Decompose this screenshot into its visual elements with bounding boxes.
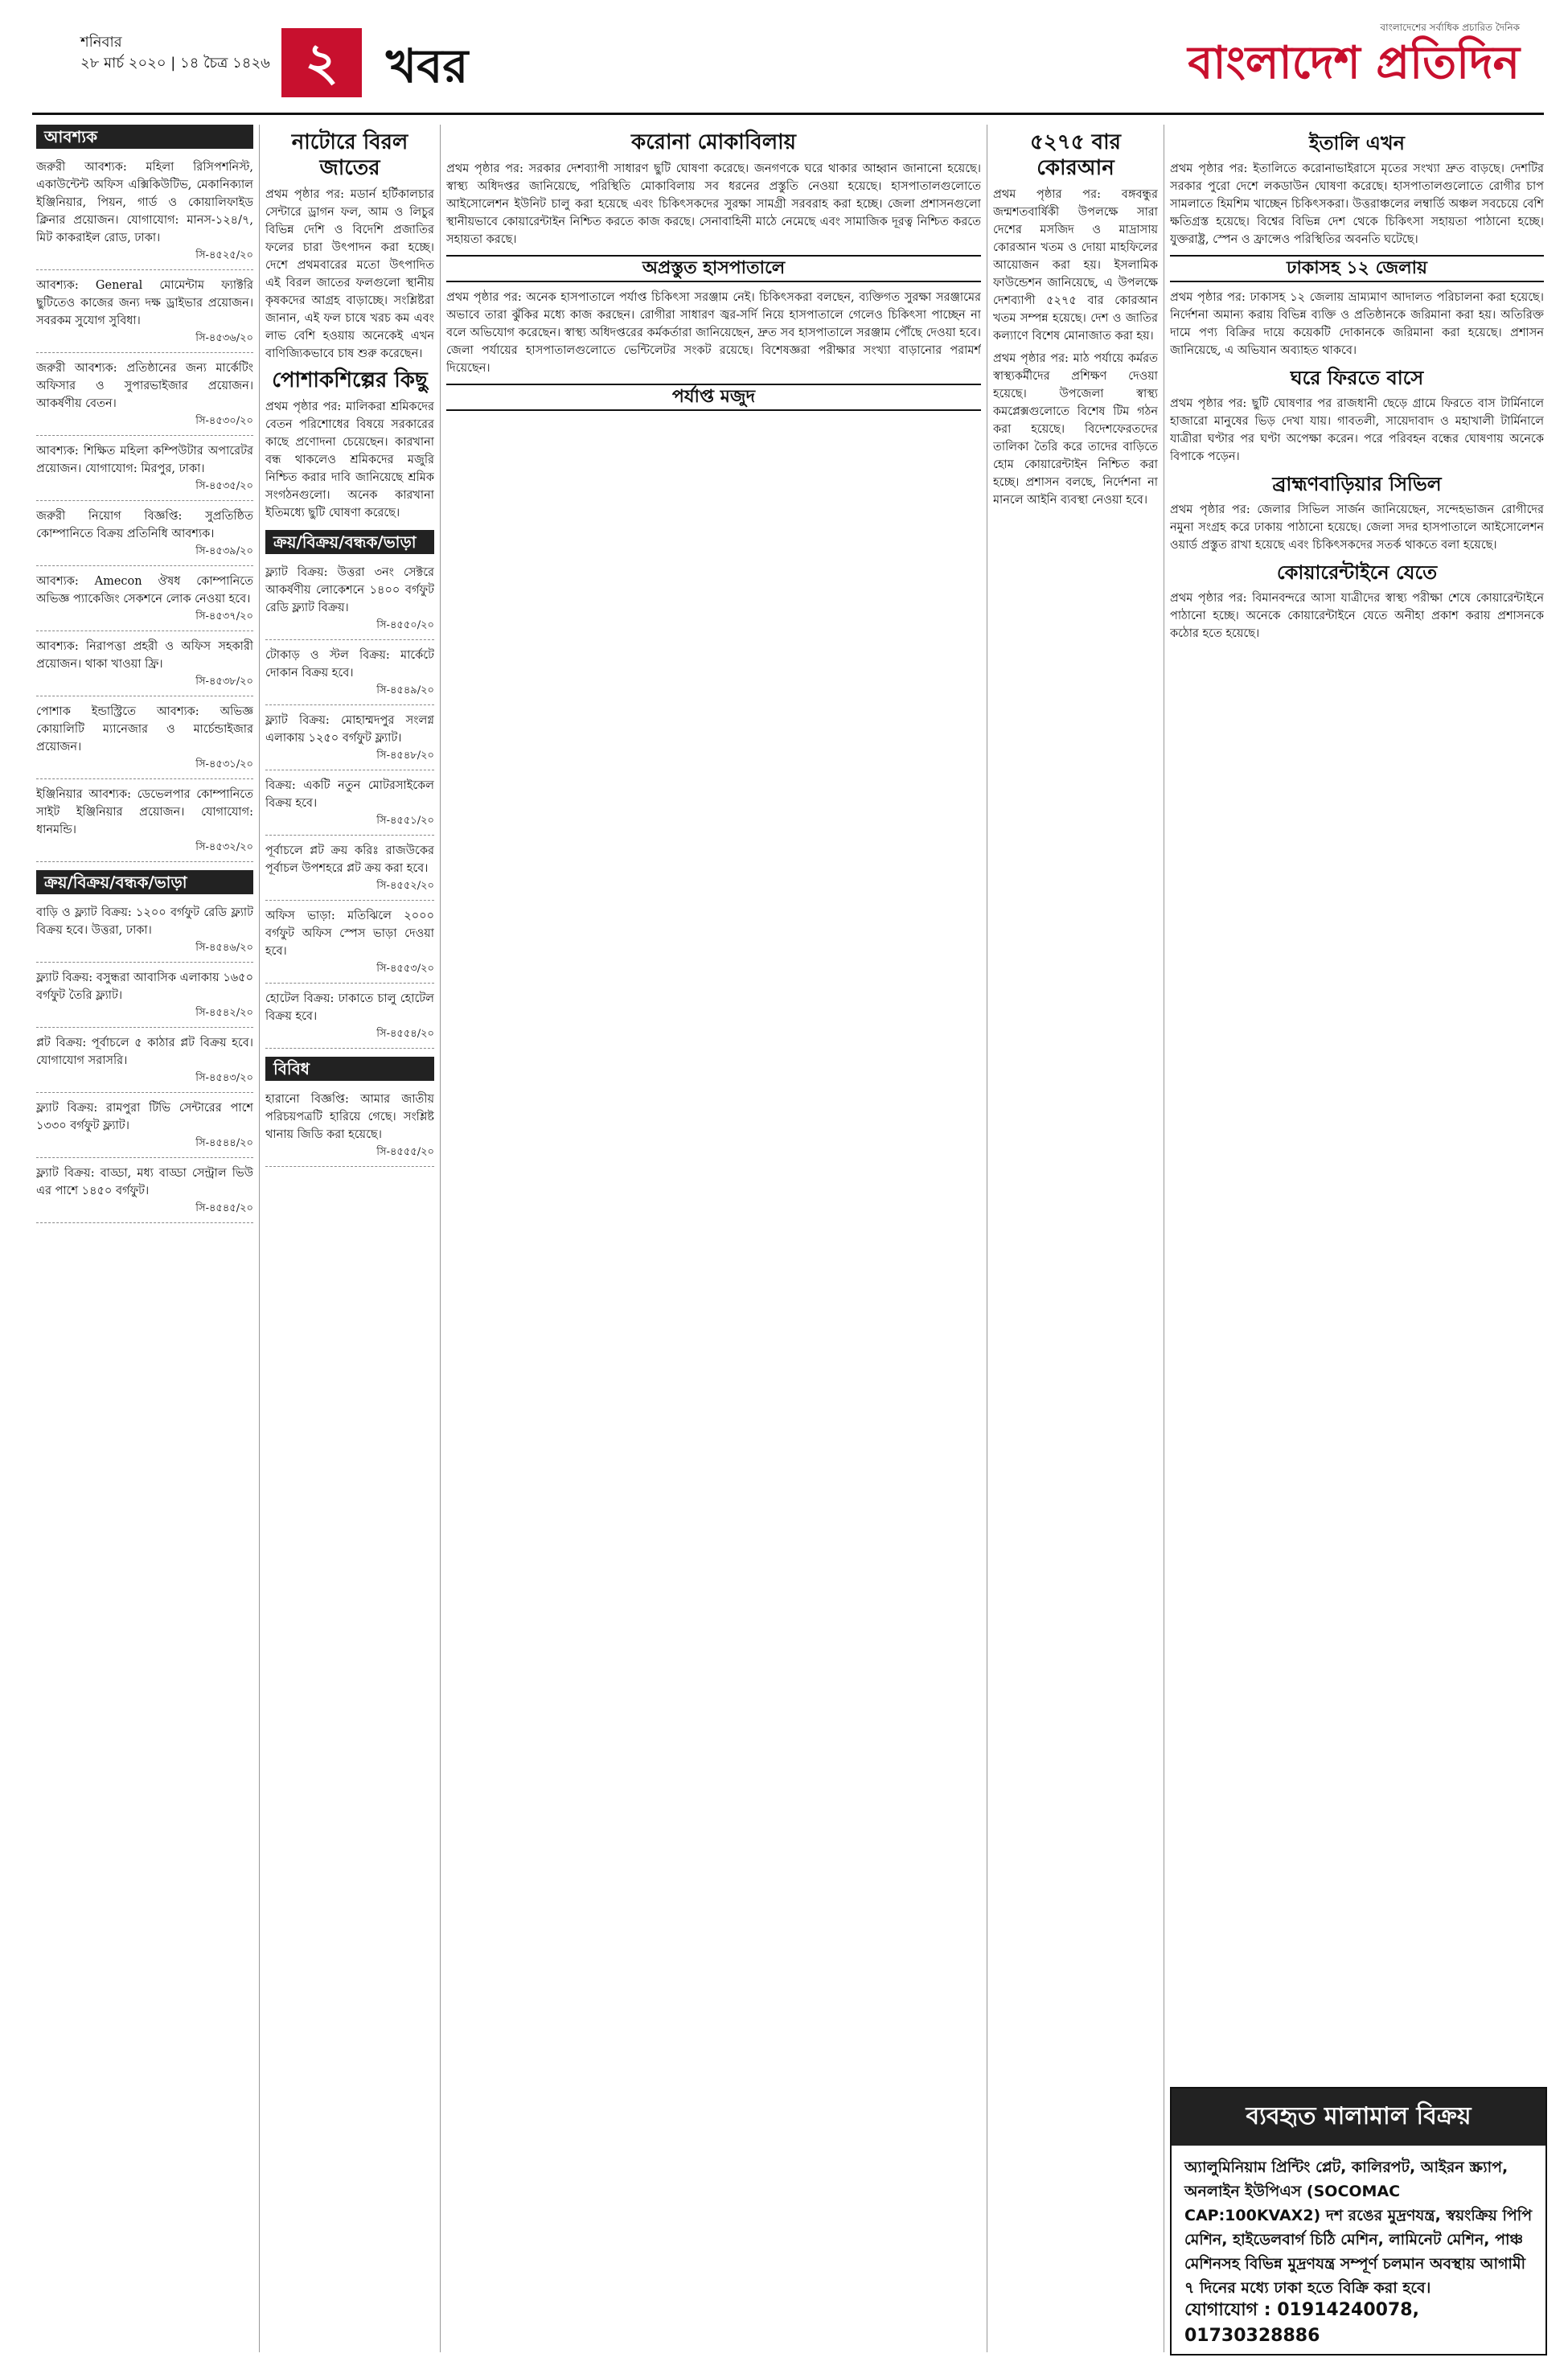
article-text-corona: প্রথম পৃষ্ঠার পর: সরকার দেশব্যাপী সাধারণ ছুটি ঘোষণা করেছে। জনগণকে ঘরে থাকার আহ্বান জানানো হয়েছে। স্বাস্থ্য অধিদপ্তর জানিয়েছে, পরিস্থিতি মোকাবিলায় সব ধরনের প্রস্তুতি নেওয়া হয়েছে। হাসপাতালগুলোতে আইসোলেশন ইউনিট চালু করা হয়েছে এবং চিকিৎসকদের সুরক্ষা সামগ্রী সরবরাহ করা হচ্ছে। জেলা প্রশাসনগুলো স্থানীয়ভাবে কোয়ারেন্টাইন নিশ্চিত করতে কাজ করছে। সেনাবাহিনী মাঠে নেমেছে এবং সামাজিক দূরত্ব নিশ্চিত করতে সহায়তা করছে।	[446, 162, 981, 246]
classified-ad	[265, 904, 434, 984]
classified-ad-text: ফ্ল্যাট বিক্রয়: রামপুরা টিভি সেন্টারের পাশে ১৩৩০ বর্গফুট ফ্ল্যাট।	[36, 1102, 253, 1132]
classified-ad-code: সি-৪৫৩৮/২০	[195, 676, 253, 688]
classified-ad	[36, 700, 253, 779]
misc-heading: বিবিধ	[265, 1057, 434, 1081]
classified-ad-code: সি-৪৫৩৭/২০	[195, 610, 253, 622]
classified-ad-code: সি-৪৫৫০/২০	[376, 619, 434, 631]
headline-hospital: অপ্রস্তুত হাসপাতালে	[446, 255, 981, 282]
classified-ad-text: ফ্ল্যাট বিক্রয়: বাড্ডা, মধ্য বাড্ডা সেন্ট্রাল ভিউ এর পাশে ১৪৫০ বর্গফুট।	[36, 1167, 253, 1197]
classified-ad	[36, 1031, 253, 1093]
classified-heading-sale: ক্রয়/বিক্রয়/বন্ধক/ভাড়া	[36, 870, 253, 894]
headline-corona: করোনা মোকাবিলায়	[631, 130, 796, 154]
classified-ad-text: জরুরী আবশ্যক: মহিলা রিসিপশনিস্ট, একাউন্টেন্ট অফিস এক্সিকিউটিভ, মেকানিক্যাল ইঞ্জিনিয়ার, পিয়ন, গার্ড ও কোয়ালিফাইড ক্লিনার প্রয়োজন। যোগাযোগ: মানস-১২৪/৭, মিট কাকরাইল রোড, ঢাকা।	[36, 161, 253, 244]
classified-ad	[36, 504, 253, 566]
classified-ad	[265, 987, 434, 1049]
headline-italy: ইতালি এখন	[1309, 132, 1405, 154]
classified-ad	[36, 966, 253, 1028]
classified-ad-code: সি-৪৫৫৪/২০	[376, 1028, 434, 1040]
classified-ad-text: হোটেল বিক্রয়: ঢাকাতে চালু হোটেল বিক্রয় হবে।	[265, 992, 434, 1023]
article-column-2	[265, 125, 434, 2352]
classified-ad-text: ফ্ল্যাট বিক্রয়: উত্তরা ৩নং সেক্টরে আকর্ষণীয় লোকেশনে ১৪০০ বর্গফুট রেডি ফ্ল্যাট বিক্রয়।	[265, 566, 434, 614]
article-text-col4-2: প্রথম পৃষ্ঠার পর: মাঠ পর্যায়ে কর্মরত স্বাস্থ্যকর্মীদের প্রশিক্ষণ দেওয়া হয়েছে। উপজেলা স্বাস্থ্য কমপ্লেক্সগুলোতে বিশেষ টিম গঠন করা হয়েছে। বিদেশফেরতদের তালিকা তৈরি করে তাদের বাড়িতে হোম কোয়ারেন্টাইন নিশ্চিত করা হচ্ছে। প্রশাসন বলছে, নির্দেশনা না মানলে আইনি ব্যবস্থা নেওয়া হবে।	[993, 352, 1158, 507]
classified-list-col2	[265, 561, 434, 1049]
article-text-quarantine: প্রথম পৃষ্ঠার পর: বিমানবন্দরে আসা যাত্রীদের স্বাস্থ্য পরীক্ষা শেষে কোয়ারেন্টাইনে পাঠানো হচ্ছে। অনেকে কোয়ারেন্টাইনে যেতে অনীহা প্রকাশ করায় প্রশাসনকে কঠোর হতে হয়েছে।	[1170, 592, 1544, 640]
header-rule	[32, 113, 1544, 115]
classified-ad-code: সি-৪৫৪৫/২০	[195, 1202, 253, 1214]
headline-12-districts: ঢাকাসহ ১২ জেলায়	[1170, 255, 1544, 282]
classified-ad	[36, 782, 253, 862]
classified-ad-text: ইঞ্জিনিয়ার আবশ্যক: ডেভেলপার কোম্পানিতে সাইট ইঞ্জিনিয়ার প্রয়োজন। যোগাযোগ: ধানমন্ডি।	[36, 788, 253, 836]
classified-ad-text: জরুরী নিয়োগ বিজ্ঞপ্তি: সুপ্রতিষ্ঠিত কোম্পানিতে বিক্রয় প্রতিনিধি আবশ্যক।	[36, 510, 253, 540]
classified-ad-text: বাড়ি ও ফ্ল্যাট বিক্রয়: ১২০০ বর্গফুট রেডি ফ্ল্যাট বিক্রয় হবে। উত্তরা, ঢাকা।	[36, 906, 253, 937]
classified-ad	[36, 273, 253, 353]
classified-ad-code: সি-৪৫৩১/২০	[195, 758, 253, 770]
article-text-hospital: প্রথম পৃষ্ঠার পর: অনেক হাসপাতালে পর্যাপ্ত চিকিৎসা সরঞ্জাম নেই। চিকিৎসকরা বলছেন, ব্যক্তিগত সুরক্ষা সরঞ্জামের অভাবে তারা ঝুঁকির মধ্যে কাজ করছেন। রোগীরা সাধারণ জ্বর-সর্দি নিয়ে হাসপাতালে গেলেও চিকিৎসা পাচ্ছেন না বলে অভিযোগ করেছেন। স্বাস্থ্য অধিদপ্তরের কর্মকর্তারা জানিয়েছেন, দ্রুত সব হাসপাতালে সরঞ্জাম পৌঁছে দেওয়া হবে। জেলা পর্যায়ের হাসপাতালগুলোতে ভেন্টিলেটর সংকট রয়েছে। বিশেষজ্ঞরা পরীক্ষার সংখ্যা বাড়ানোর পরামর্শ দিয়েছেন।	[446, 291, 981, 375]
ad-body: অ্যালুমিনিয়াম প্রিন্টিং প্লেট, কালিরপট, আইরন স্ক্র্যাপ, অনলাইন ইউপিএস (SOCOMAC CAP:100KVAX2) দশ রঙের মুদ্রণযন্ত্র, স্বয়ংক্রিয় পিপি মেশিন, হাইডেলবার্গ চিঠি মেশিন, লামিনেট মেশিন, পাঞ্চ মেশিনসহ বিভিন্ন মুদ্রণযন্ত্র সম্পূর্ণ চলমান অবস্থায় আগামী ৭ দিনের মধ্যে ঢাকা হতে বিক্রি করা হবে।	[1184, 2158, 1533, 2297]
classified-ad-text: পূর্বাচলে প্লট ক্রয় করিঃ রাজউকের পূর্বাচল উপশহরে প্লট ক্রয় করা হবে।	[265, 844, 434, 875]
classified-list-jobs	[36, 155, 253, 862]
classified-ad	[265, 643, 434, 705]
article-text-quran: প্রথম পৃষ্ঠার পর: বঙ্গবন্ধুর জন্মশতবার্ষিকী উপলক্ষে সারা দেশের মসজিদ ও মাদ্রাসায় কোরআন খতম ও দোয়া মাহফিলের আয়োজন করা হয়। ইসলামিক ফাউন্ডেশন জানিয়েছে, এ উপলক্ষে দেশব্যাপী ৫২৭৫ বার কোরআন খতম সম্পন্ন হয়েছে। দেশ ও জাতির কল্যাণে বিশেষ মোনাজাত করা হয়।	[993, 188, 1158, 343]
headline-quran: ৫২৭৫ বার কোরআন	[1030, 130, 1121, 180]
classified-ad	[265, 839, 434, 901]
header-date-text: ২৮ মার্চ ২০২০ | ১৪ চৈত্র ১৪২৬	[80, 55, 270, 72]
classified-ad	[265, 774, 434, 836]
headline-civil-surgeon: ব্রাহ্মণবাড়িয়ার সিভিল	[1272, 473, 1442, 495]
headline-natore: নাটোরে বিরল জাতের	[291, 130, 408, 180]
column-divider	[259, 125, 260, 2352]
misc-ad	[265, 1087, 434, 1167]
classified-ad	[265, 709, 434, 770]
classified-ad-code: সি-৪৫৪৯/২০	[376, 684, 434, 696]
classified-ad-text: বিক্রয়: একটি নতুন মোটরসাইকেল বিক্রয় হবে।	[265, 779, 434, 810]
classified-ad-code: সি-৪৫৩০/২০	[195, 415, 253, 427]
classified-heading-col2: ক্রয়/বিক্রয়/বন্ধক/ভাড়া	[265, 530, 434, 554]
classified-ad	[36, 569, 253, 631]
headline-bus: ঘরে ফিরতে বাসে	[1290, 367, 1424, 389]
classified-ad-text: প্লট বিক্রয়: পূর্বাচলে ৫ কাঠার প্লট বিক্রয় হবে। যোগাযোগ সরাসরি।	[36, 1037, 253, 1067]
section-title: খবর	[386, 39, 469, 93]
article-text-italy: প্রথম পৃষ্ঠার পর: ইতালিতে করোনাভাইরাসে মৃতের সংখ্যা দ্রুত বাড়ছে। দেশটির সরকার পুরো দেশে লকডাউন ঘোষণা করেছে। হাসপাতালগুলোতে রোগীর চাপ সামলাতে হিমশিম খাচ্ছেন চিকিৎসকরা। উত্তরাঞ্চলের লম্বার্ডি অঞ্চল সবচেয়ে বেশি ক্ষতিগ্রস্ত হয়েছে। বিশ্বের বিভিন্ন দেশ থেকে চিকিৎসা সহায়তা পাঠানো হচ্ছে। যুক্তরাষ্ট্র, স্পেন ও ফ্রান্সেও পরিস্থিতির অবনতি ঘটেছে।	[1170, 162, 1544, 246]
brand-name: বাংলাদেশ প্রতিদিন	[1188, 37, 1520, 89]
brand-tagline: বাংলাদেশের সর্বাধিক প্রচারিত দৈনিক	[1380, 22, 1520, 33]
headline-garments: পোশাকশিল্পের কিছু	[272, 368, 428, 392]
classified-heading-jobs: আবশ্যক	[36, 125, 253, 149]
article-text-12-districts: প্রথম পৃষ্ঠার পর: ঢাকাসহ ১২ জেলায় ভ্রাম্যমাণ আদালত পরিচালনা করা হয়েছে। নির্দেশনা অমান্য করায় বিভিন্ন ব্যক্তি ও প্রতিষ্ঠানকে জরিমানা করা হয়। অতিরিক্ত দামে পণ্য বিক্রির দায়ে কয়েকটি দোকানকে জরিমানা করা হয়েছে। প্রশাসন জানিয়েছে, এ অভিযান অব্যাহত থাকবে।	[1170, 291, 1544, 357]
classified-ad-code: সি-৪৫৫২/২০	[376, 880, 434, 892]
classified-ad-code: সি-৪৫৪৮/২০	[376, 750, 434, 762]
header-day: শনিবার	[80, 34, 122, 51]
article-text-natore: প্রথম পৃষ্ঠার পর: মডার্ন হর্টিকালচার সেন্টারে ড্রাগন ফল, আম ও লিচুর বিভিন্ন দেশি ও বিদেশি প্রজাতির ফলের চারা উৎপাদন করা হচ্ছে। দেশে প্রথমবারের মতো উৎপাদিত এই বিরল জাতের ফলগুলো স্থানীয় কৃষকদের আগ্রহ বাড়াচ্ছে। সংশ্লিষ্টরা জানান, এই ফল চাষে খরচ কম এবং লাভ বেশি হওয়ায় অনেকেই এখন বাণিজ্যিকভাবে চাষ শুরু করেছেন।	[265, 188, 434, 360]
page-number: ২	[281, 28, 362, 97]
classified-ad-code: সি-৪৫৪৪/২০	[195, 1137, 253, 1149]
classified-ad	[36, 1161, 253, 1223]
classified-ad	[265, 561, 434, 640]
classified-ad	[36, 901, 253, 963]
article-column-3	[446, 125, 981, 2352]
classified-ad	[36, 1096, 253, 1158]
brand-logo	[1188, 21, 1520, 90]
classified-ad	[36, 356, 253, 436]
classified-ad-text: পোশাক ইন্ডাস্ট্রিতে আবশ্যক: অভিজ্ঞ কোয়ালিটি ম্যানেজার ও মার্চেন্ডাইজার প্রয়োজন।	[36, 705, 253, 754]
classified-ad-text: ফ্ল্যাট বিক্রয়: মোহাম্মদপুর সংলগ্ন এলাকায় ১২৫০ বর্গফুট ফ্ল্যাট।	[265, 714, 434, 745]
classified-ad-text: আবশ্যক: শিক্ষিত মহিলা কম্পিউটার অপারেটর প্রয়োজন। যোগাযোগ: মিরপুর, ঢাকা।	[36, 445, 253, 475]
headline-quarantine: কোয়ারেন্টাইনে যেতে	[1276, 561, 1438, 584]
classified-ad-text: ফ্ল্যাট বিক্রয়: বসুন্ধরা আবাসিক এলাকায় ১৬৫০ বর্গফুট তৈরি ফ্ল্যাট।	[36, 971, 253, 1002]
article-column-4	[993, 125, 1158, 2352]
ad-phone: যোগাযোগ : 01914240078, 01730328886	[1184, 2300, 1419, 2346]
article-text-garments: প্রথম পৃষ্ঠার পর: মালিকরা শ্রমিকদের বেতন পরিশোধের বিষয়ে সরকারের কাছে প্রণোদনা চেয়েছেন। কারখানা বন্ধ থাকলেও শ্রমিকদের মজুরি নিশ্চিত করার দাবি জানিয়েছে শ্রমিক সংগঠনগুলো। অনেক কারখানা ইতিমধ্যে ছুটি ঘোষণা করেছে।	[265, 400, 434, 520]
article-text-bus: প্রথম পৃষ্ঠার পর: ছুটি ঘোষণার পর রাজধানী ছেড়ে গ্রামে ফিরতে বাস টার্মিনালে হাজারো মানুষের ভিড় দেখা যায়। গাবতলী, সায়েদাবাদ ও মহাখালী টার্মিনালে যাত্রীরা ঘণ্টার পর ঘণ্টা অপেক্ষা করেন। পরে পরিবহন বন্ধের ঘোষণায় অনেকে বিপাকে পড়েন।	[1170, 397, 1544, 463]
classified-ad	[36, 155, 253, 270]
classified-ad-text: টোকাড় ও স্টল বিক্রয়: মার্কেটে দোকান বিক্রয় হবে।	[265, 649, 434, 680]
used-goods-sale-ad	[1170, 2087, 1547, 2356]
classified-ad-code: সি-৪৫৩২/২০	[195, 841, 253, 853]
classified-ad	[36, 439, 253, 501]
misc-ad-text: হারানো বিজ্ঞপ্তি: আমার জাতীয় পরিচয়পত্রটি হারিয়ে গেছে। সংশ্লিষ্ট থানায় জিডি করা হয়েছে।	[265, 1093, 434, 1141]
article-column-6	[1170, 125, 1544, 2079]
classified-ad-code: সি-৪৫২৫/২০	[195, 249, 253, 261]
classified-column	[36, 125, 253, 2352]
classified-ad-code: সি-৪৫৪৬/২০	[195, 942, 253, 954]
classified-ad-text: আবশ্যক: General মোমেন্টাম ফ্যাক্টরি ছুটিতেও কাজের জন্য দক্ষ ড্রাইভার প্রয়োজন। সবরকম সুযোগ সুবিধা।	[36, 279, 253, 327]
ad-title: ব্যবহৃত মালামাল বিক্রয়	[1172, 2089, 1545, 2146]
classified-ad-code: সি-৪৫৪৩/২০	[195, 1072, 253, 1084]
page-header	[32, 16, 1544, 121]
classified-list-sale	[36, 901, 253, 1223]
classified-ad-text: অফিস ভাড়া: মতিঝিলে ২০০০ বর্গফুট অফিস স্পেস ভাড়া দেওয়া হবে।	[265, 910, 434, 958]
classified-ad-text: জরুরী আবশ্যক: প্রতিষ্ঠানের জন্য মার্কেটিং অফিসার ও সুপারভাইজার প্রয়োজন। আকর্ষণীয় বেতন।	[36, 362, 253, 410]
classified-ad-code: সি-৪৫৩৫/২০	[195, 480, 253, 492]
header-date	[80, 32, 270, 74]
classified-ad-code: সি-৪৫৫১/২০	[376, 815, 434, 827]
classified-ad-code: সি-৪৫৩৯/২০	[195, 545, 253, 557]
classified-ad	[36, 635, 253, 696]
classified-ad-code: সি-৪৫৩৬/২০	[195, 332, 253, 344]
classified-ad-code: সি-৪৫৪২/২০	[195, 1007, 253, 1019]
misc-ad-code: সি-৪৫৫৫/২০	[376, 1146, 434, 1158]
headline-stock: পর্যাপ্ত মজুদ	[446, 384, 981, 411]
classified-ad-text: আবশ্যক: নিরাপত্তা প্রহরী ও অফিস সহকারী প্রয়োজন। থাকা খাওয়া ফ্রি।	[36, 640, 253, 671]
article-text-civil-surgeon: প্রথম পৃষ্ঠার পর: জেলার সিভিল সার্জন জানিয়েছেন, সন্দেহভাজন রোগীদের নমুনা সংগ্রহ করে ঢাকায় পাঠানো হয়েছে। জেলা সদর হাসপাতালে আইসোলেশন ওয়ার্ড প্রস্তুত রাখা হয়েছে এবং চিকিৎসকদের সতর্ক থাকতে বলা হয়েছে।	[1170, 503, 1544, 552]
classified-ad-text: আবশ্যক: Amecon ঔষধ কোম্পানিতে অভিজ্ঞ প্যাকেজিং সেকশনে লোক নেওয়া হবে।	[36, 575, 253, 606]
classified-ad-code: সি-৪৫৫৩/২০	[376, 963, 434, 975]
column-divider	[440, 125, 441, 2352]
